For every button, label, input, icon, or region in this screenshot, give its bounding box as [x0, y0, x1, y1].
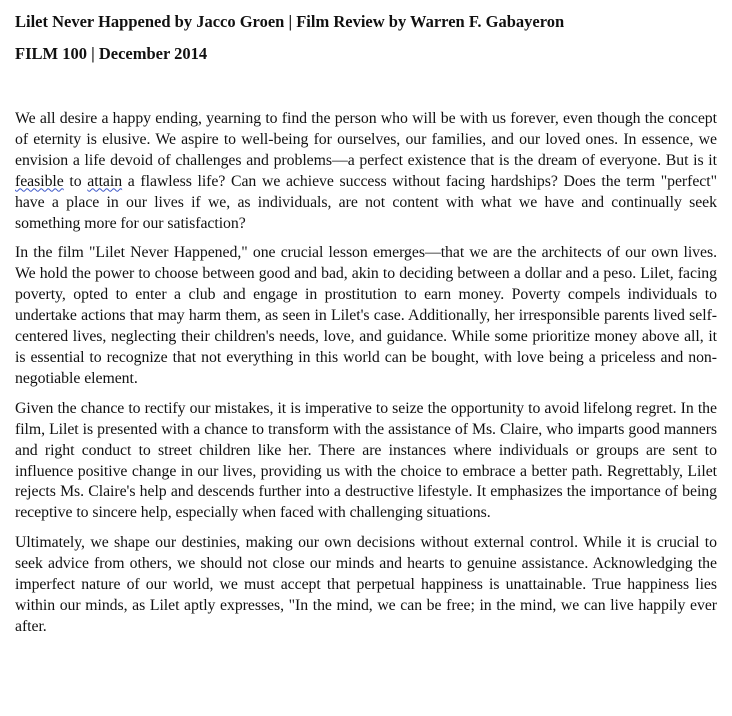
paragraph-1-part-c: a flawless life? Can we achieve success without facing hardships? Does the term "perfect" have a place in our lives if we, as individuals, are not content with what we have and continually seek something more for our satisfaction?	[15, 172, 717, 232]
paragraph-1	[15, 109, 717, 234]
paragraph-4: Ultimately, we shape our destinies, making our own decisions without external control. While it is crucial to seek advice from others, we should not close our minds and hearts to genuine assistance. Acknowledging the imperfect nature of our world, we must accept that perpetual happiness is unattainable. True happiness lies within our minds, as Lilet aptly expresses, "In the mind, we can be free; in the mind, we can live happily ever after.	[15, 534, 717, 635]
paragraph-1-part-a: We all desire a happy ending, yearning to find the person who will be with us forever, even though the concept of eternity is elusive. We aspire to well-being for ourselves, our families, and our loved ones. In essence, we envision a life devoid of challenges and problems—a perfect existence that is the dream of everyone. But is it	[15, 110, 717, 169]
paragraph-3: Given the chance to rectify our mistakes, it is imperative to seize the opportunity to avoid lifelong regret. In the film, Lilet is presented with a chance to transform with the assistance of Ms. Claire, who imparts good manners and right conduct to street children like her. There are instances where individuals or groups are sent to influence positive change in our lives, providing us with the choice to embrace a better path. Regrettably, Lilet rejects Ms. Claire's help and descends further into a destructive lifestyle. It emphasizes the importance of being receptive to sincere help, especially when faced with challenging situations.	[15, 399, 717, 522]
document-subtitle: FILM 100 | December 2014	[15, 44, 208, 63]
paragraph-1-part-b: to	[63, 172, 88, 190]
paragraph-2: In the film "Lilet Never Happened," one crucial lesson emerges—that we are the architects of our own lives. We hold the power to choose between good and bad, akin to deciding between a dollar and a peso. Lilet, facing poverty, opted to enter a club and engage in prostitution to earn money. Poverty compels individuals to undertake actions that may harm them, as seen in Lilet's case. Additionally, her irresponsible parents lived self-centered lives, neglecting their children's needs, love, and guidance. While some prioritize money above all, it is essential to recognize that not everything in this world can be bought, with love being a priceless and non-negotiable element.	[15, 244, 717, 387]
spellcheck-flag-attain[interactable]: attain	[87, 172, 123, 190]
document-body	[15, 109, 717, 638]
spellcheck-flag-feasible[interactable]: feasible	[15, 172, 64, 190]
document-title: Lilet Never Happened by Jacco Groen | Film Review by Warren F. Gabayeron	[15, 12, 565, 31]
